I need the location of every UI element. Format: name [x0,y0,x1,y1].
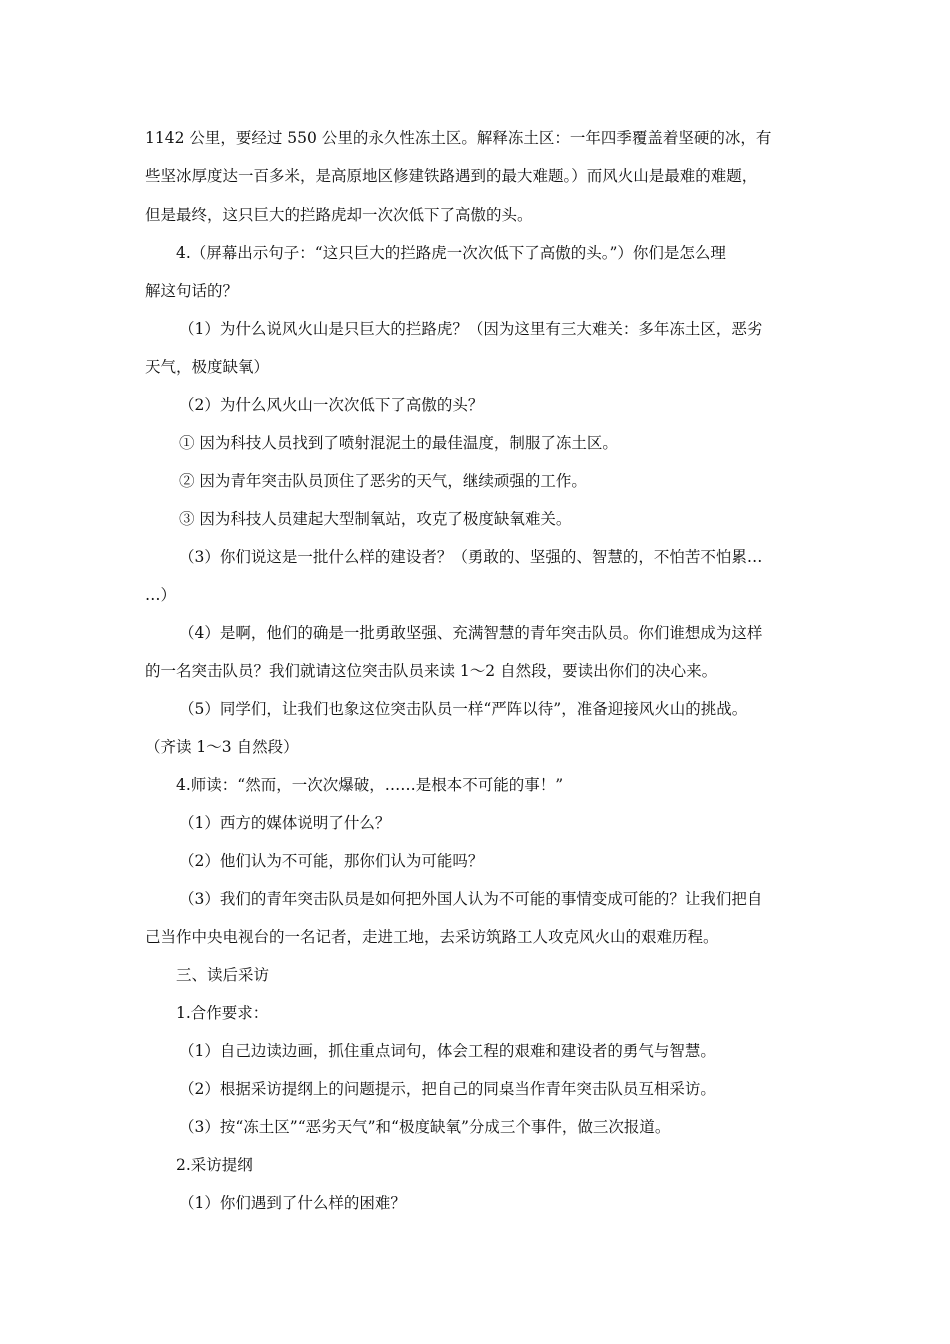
text-line: 天气，极度缺氧） [145,358,270,376]
text-line: （2）他们认为不可能，那你们认为可能吗？ [179,852,484,870]
text-line: （1）自己边读边画，抓住重点词句，体会工程的艰难和建设者的勇气与智慧。 [179,1042,716,1060]
text-line: （3）你们说这是一批什么样的建设者？（勇敢的、坚强的、智慧的，不怕苦不怕累… [179,548,763,566]
text-line: ① 因为科技人员找到了喷射混泥土的最佳温度，制服了冻土区。 [179,434,618,452]
text-line: 的一名突击队员？我们就请这位突击队员来读 1～2 自然段，要读出你们的决心来。 [145,662,718,680]
text-line: （3）按“冻土区”“恶劣天气”和“极度缺氧”分成三个事件，做三次报道。 [179,1118,671,1136]
section-heading: 三、读后采访 [176,966,270,984]
text-line: 解这句话的？ [145,282,239,300]
text-line: （4）是啊，他们的确是一批勇敢坚强、充满智慧的青年突击队员。你们谁想成为这样 [179,624,763,642]
text-line: 但是最终，这只巨大的拦路虎却一次次低下了高傲的头。 [145,206,533,224]
text-line: ② 因为青年突击队员顶住了恶劣的天气，继续顽强的工作。 [179,472,587,490]
text-line: （3）我们的青年突击队员是如何把外国人认为不可能的事情变成可能的？让我们把自 [179,890,763,908]
text-line: （1）为什么说风火山是只巨大的拦路虎？（因为这里有三大难关：多年冻土区，恶劣 [179,320,763,338]
text-line: （1）西方的媒体说明了什么？ [179,814,391,832]
text-line: （5）同学们，让我们也象这位突击队员一样“严阵以待”，准备迎接风火山的挑战。 [179,700,748,718]
text-line: 己当作中央电视台的一名记者，走进工地，去采访筑路工人攻克风火山的艰难历程。 [145,928,719,946]
text-line: 4.（屏幕出示句子：“这只巨大的拦路虎一次次低下了高傲的头。”）你们是怎么理 [176,244,726,262]
text-line: 1142 公里，要经过 550 公里的永久性冻土区。解释冻土区：一年四季覆盖着坚硬的冰，有 [145,129,772,147]
text-line: 些坚冰厚度达一百多米，是高原地区修建铁路遇到的最大难题。）而风火山是最难的难题， [145,167,758,185]
subheading: 2.采访提纲 [176,1156,253,1174]
text-line: ③ 因为科技人员建起大型制氧站，攻克了极度缺氧难关。 [179,510,572,528]
text-line: （1）你们遇到了什么样的困难？ [179,1194,406,1212]
text-line: （2）为什么风火山一次次低下了高傲的头？ [179,396,484,414]
subheading: 1.合作要求： [176,1004,269,1022]
text-line: （2）根据采访提纲上的问题提示，把自己的同桌当作青年突击队员互相采访。 [179,1080,716,1098]
text-line: …） [145,586,177,604]
text-line: （齐读 1～3 自然段） [145,738,299,756]
text-line: 4.师读：“然而，一次次爆破，……是根本不可能的事！” [176,776,564,794]
